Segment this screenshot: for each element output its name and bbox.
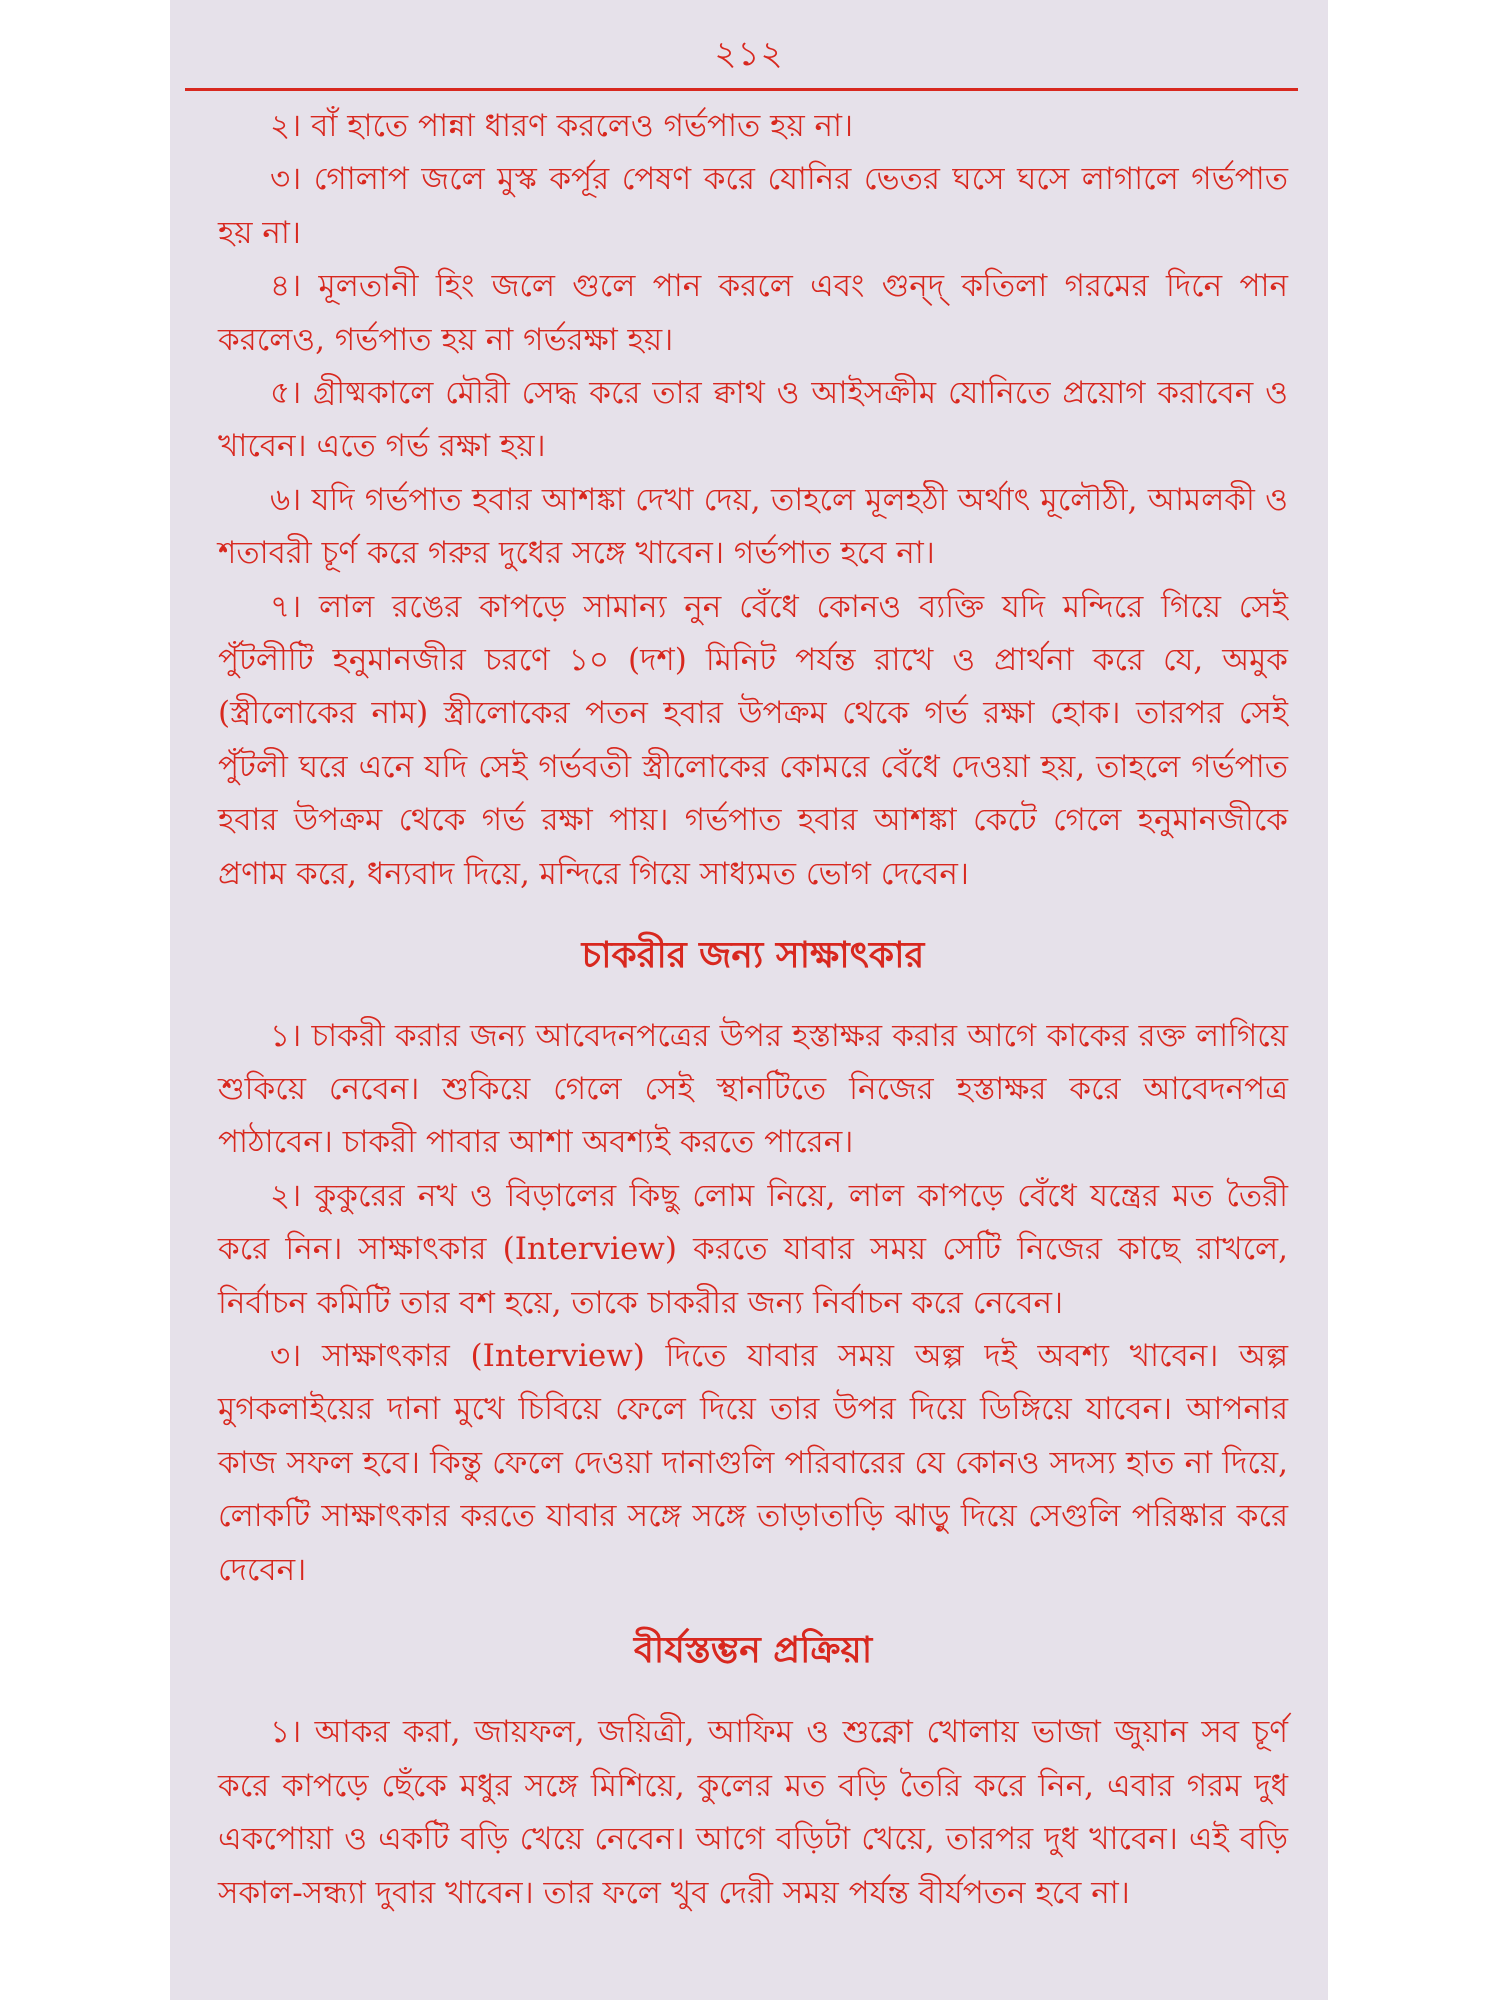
paragraph: ৪। মূলতানী হিং জলে গুলে পান করলে এবং গুন্দ্ কতিলা গরমের দিনে পান করলেও, গর্ভপাত হয় না গর্ভরক্ষা হয়। xyxy=(218,268,1288,358)
paragraph: ১। চাকরী করার জন্য আবেদনপত্রের উপর হস্তাক্ষর করার আগে কাকের রক্ত লাগিয়ে শুকিয়ে নেবেন। শুকিয়ে গেলে সেই স্থানটিতে নিজের হস্তাক্ষর করে আবেদনপত্র পাঠাবেন। চাকরী পাবার আশা অবশ্যই করতে পারেন। xyxy=(218,1017,1288,1161)
header-rule xyxy=(185,88,1298,91)
paragraph: ৬। যদি গর্ভপাত হবার আশঙ্কা দেখা দেয়, তাহলে মূলহঠী অর্থাৎ মূলৌঠী, আমলকী ও শতাবরী চূর্ণ করে গরুর দুধের সঙ্গে খাবেন। গর্ভপাত হবে না। xyxy=(218,481,1288,572)
paragraph: ৩। সাক্ষাৎকার (Interview) দিতে যাবার সময় অল্প দই অবশ্য খাবেন। অল্প মুগকলাইয়ের দানা মুখে চিবিয়ে ফেলে দিয়ে তার উপর দিয়ে ডিঙ্গিয়ে যাবেন। আপনার কাজ সফল হবে। কিন্তু ফেলে দেওয়া দানাগুলি পরিবারের যে কোনও সদস্য হাত না দিয়ে, লোকটি সাক্ষাৎকার করতে যাবার সঙ্গে সঙ্গে তাড়াতাড়ি ঝাড়ু দিয়ে সেগুলি পরিষ্কার করে দেবেন। xyxy=(218,1337,1288,1588)
paragraph: ৭। লাল রঙের কাপড়ে সামান্য নুন বেঁধে কোনও ব্যক্তি যদি মন্দিরে গিয়ে সেই পুঁটলীটি হনুমানজীর চরণে ১০ (দশ) মিনিট পর্যন্ত রাখে ও প্রার্থনা করে যে, অমুক (স্ত্রীলোকের নাম) স্ত্রীলোকের পতন হবার উপক্রম থেকে গর্ভ রক্ষা হোক। তারপর সেই পুঁটলী ঘরে এনে যদি সেই গর্ভবতী স্ত্রীলোকের কোমরে বেঁধে দেওয়া হয়, তাহলে গর্ভপাত হবার উপক্রম থেকে গর্ভ রক্ষা পায়। গর্ভপাত হবার আশঙ্কা কেটে গেলে হনুমানজীকে প্রণাম করে, ধন্যবাদ দিয়ে, মন্দিরে গিয়ে সাধ্যমত ভোগ দেবেন। xyxy=(218,588,1288,892)
section-heading-retention: বীর্যস্তম্ভন প্রক্রিয়া xyxy=(633,1628,873,1671)
paragraph: ৫। গ্রীষ্মকালে মৌরী সেদ্ধ করে তার ক্বাথ ও আইসক্রীম যোনিতে প্রয়োগ করাবেন ও খাবেন। এতে গর্ভ রক্ষা হয়। xyxy=(218,375,1288,465)
paragraph: ২। বাঁ হাতে পান্না ধারণ করলেও গর্ভপাত হয় না। xyxy=(270,108,854,144)
page-content xyxy=(218,100,1288,1920)
paragraph: ২। কুকুরের নখ ও বিড়ালের কিছু লোম নিয়ে, লাল কাপড়ে বেঁধে যন্ত্রের মত তৈরী করে নিন। সাক্ষাৎকার (Interview) করতে যাবার সময় সেটি নিজের কাছে রাখলে, নির্বাচন কমিটি তার বশ হয়ে, তাকে চাকরীর জন্য নির্বাচন করে নেবেন। xyxy=(218,1177,1288,1321)
paragraph: ৩। গোলাপ জলে মুস্ক কর্পূর পেষণ করে যোনির ভেতর ঘসে ঘসে লাগালে গর্ভপাত হয় না। xyxy=(218,161,1288,251)
section-heading-interview: চাকরীর জন্য সাক্ষাৎকার xyxy=(581,934,925,977)
paragraph: ১। আকর করা, জায়ফল, জয়িত্রী, আফিম ও শুক্নো খোলায় ভাজা জুয়ান সব চূর্ণ করে কাপড়ে ছেঁকে মধুর সঙ্গে মিশিয়ে, কুলের মত বড়ি তৈরি করে নিন, এবার গরম দুধ একপোয়া ও একটি বড়ি খেয়ে নেবেন। আগে বড়িটা খেয়ে, তারপর দুধ খাবেন। এই বড়ি সকাল-সন্ধ্যা দুবার খাবেন। তার ফলে খুব দেরী সময় পর্যন্ত বীর্যপতন হবে না। xyxy=(218,1714,1288,1911)
page-number: ২১২ xyxy=(714,34,784,74)
book-page xyxy=(170,0,1328,2000)
